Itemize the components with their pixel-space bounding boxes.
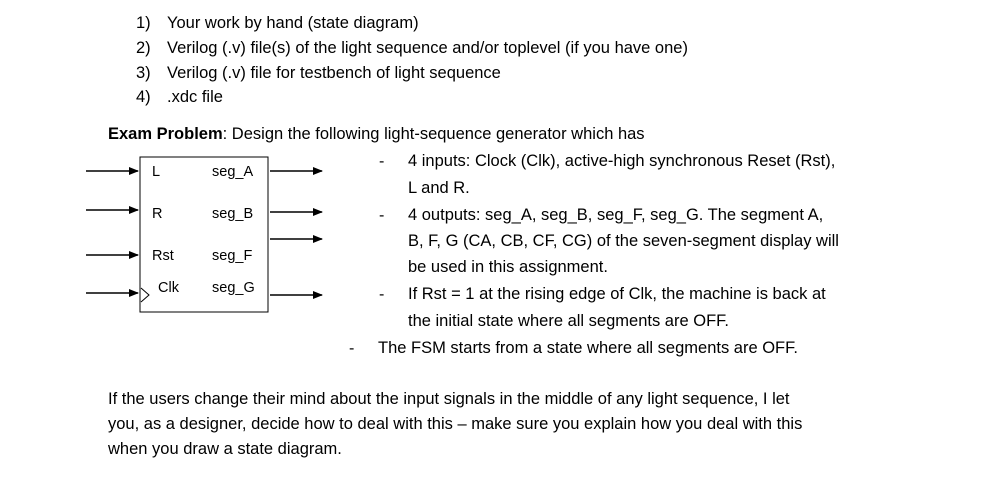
- pin-label-output: seg_G: [212, 280, 255, 296]
- bullet-text: the initial state where all segments are OFF.: [408, 312, 729, 330]
- bullet-text: The FSM starts from a state where all segments are OFF.: [378, 339, 798, 357]
- list-number: 3): [136, 64, 151, 82]
- clock-triangle-icon: [141, 288, 149, 302]
- bullet-text: B, F, G (CA, CB, CF, CG) of the seven-segment display will: [408, 232, 839, 250]
- exam-problem-label: Exam Problem: [108, 125, 223, 143]
- list-number: 1): [136, 14, 151, 32]
- bullet-dash: -: [379, 207, 385, 224]
- exam-problem-text: : Design the following light-sequence generator which has: [222, 125, 645, 143]
- bullet-text: be used in this assignment.: [408, 258, 608, 276]
- pin-label-output: seg_A: [212, 164, 254, 180]
- bullet-text: L and R.: [408, 179, 470, 197]
- pin-label-input: Clk: [158, 280, 179, 296]
- paragraph-line: you, as a designer, decide how to deal with this – make sure you explain how you deal with this: [108, 415, 803, 433]
- bullet-dash: -: [379, 153, 385, 170]
- bullet-dash: -: [349, 340, 355, 357]
- bullet-text: 4 inputs: Clock (Clk), active-high synchronous Reset (Rst),: [408, 152, 836, 170]
- list-item: Verilog (.v) file(s) of the light sequence and/or toplevel (if you have one): [167, 39, 688, 57]
- bullet-text: If Rst = 1 at the rising edge of Clk, the machine is back at: [408, 285, 826, 303]
- paragraph-line: when you draw a state diagram.: [108, 440, 342, 458]
- bullet-dash: -: [379, 286, 385, 303]
- list-number: 2): [136, 39, 151, 57]
- list-item: Verilog (.v) file for testbench of light sequence: [167, 64, 501, 82]
- pin-label-input: Rst: [152, 248, 174, 264]
- bullet-text: 4 outputs: seg_A, seg_B, seg_F, seg_G. The segment A,: [408, 206, 824, 224]
- paragraph-line: If the users change their mind about the input signals in the middle of any light sequence, I let: [108, 390, 790, 408]
- pin-label-input: R: [152, 206, 163, 222]
- pin-label-input: L: [152, 164, 161, 180]
- pin-label-output: seg_F: [212, 248, 253, 264]
- list-item: Your work by hand (state diagram): [167, 14, 419, 32]
- list-item: .xdc file: [167, 88, 223, 106]
- list-number: 4): [136, 88, 151, 106]
- pin-label-output: seg_B: [212, 206, 254, 222]
